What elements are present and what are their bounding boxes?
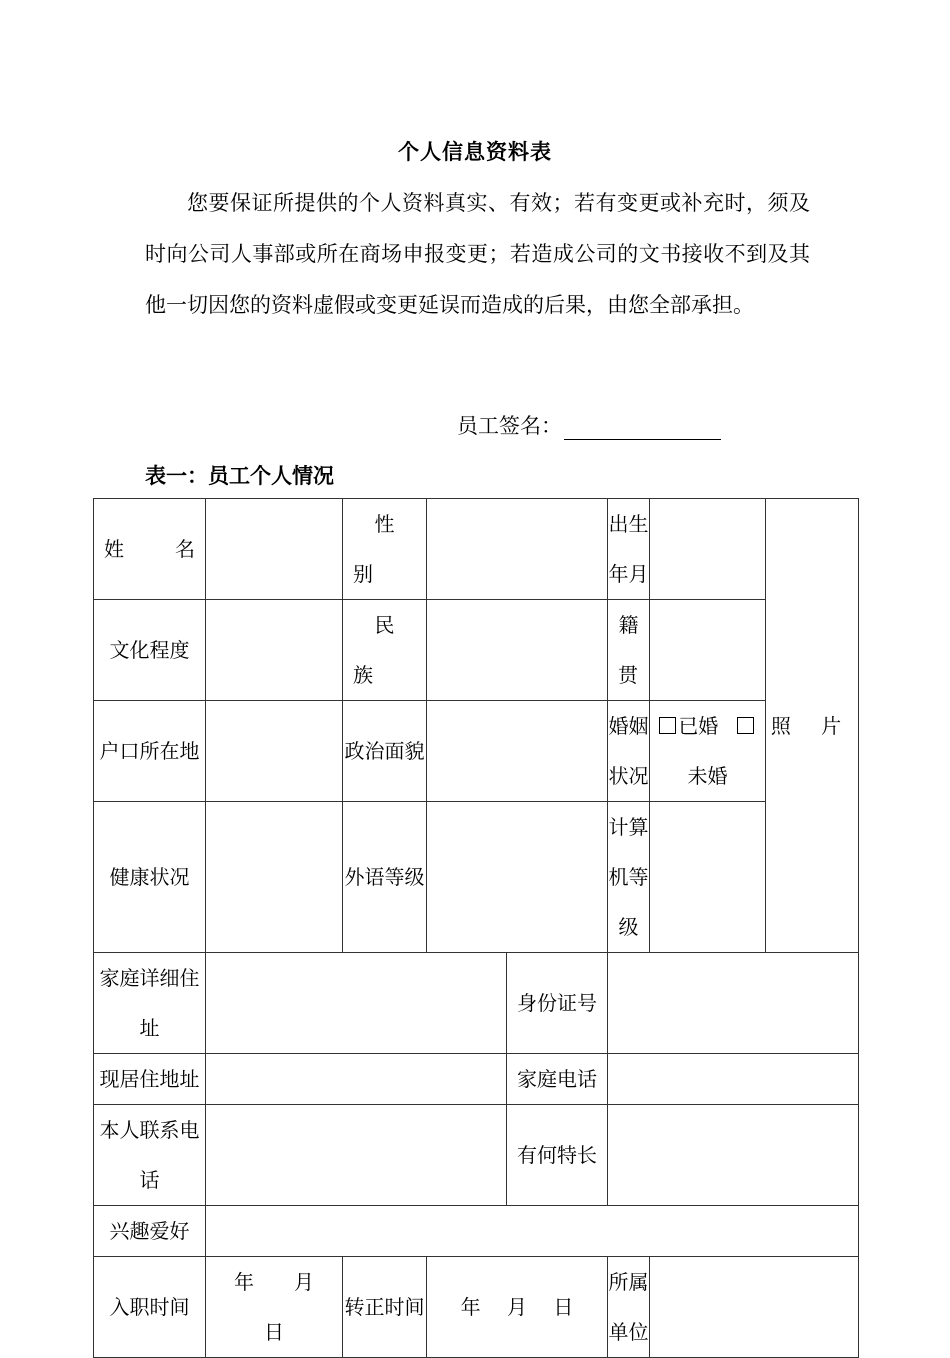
id-number-input[interactable]	[608, 953, 859, 1054]
gender-input[interactable]	[427, 499, 608, 600]
page-title: 个人信息资料表	[398, 139, 552, 164]
hobbies-input[interactable]	[206, 1206, 859, 1257]
married-label: 已婚	[678, 714, 719, 738]
education-input[interactable]	[206, 600, 343, 701]
native-place-label: 籍 贯	[608, 600, 650, 701]
home-phone-input[interactable]	[608, 1054, 859, 1105]
political-label: 政治面貌	[343, 701, 427, 802]
current-address-input[interactable]	[206, 1054, 507, 1105]
birth-label: 出生年月	[608, 499, 650, 600]
hire-date-label: 入职时间	[94, 1257, 206, 1358]
marital-label: 婚姻状况	[608, 701, 650, 802]
unmarried-label: 未婚	[687, 764, 728, 788]
marital-options	[650, 701, 766, 802]
ethnicity-label: 民 族	[343, 600, 427, 701]
current-address-label: 现居住地址	[94, 1054, 206, 1105]
health-label: 健康状况	[94, 802, 206, 953]
signature-field	[457, 410, 721, 440]
department-label: 所属单位	[608, 1257, 650, 1358]
signature-label: 员工签名：	[457, 414, 562, 438]
education-label: 文化程度	[94, 600, 206, 701]
regular-date-label: 转正时间	[343, 1257, 427, 1358]
hobbies-label: 兴趣爱好	[94, 1206, 206, 1257]
name-label: 姓 名	[94, 499, 206, 600]
notice-paragraph: 您要保证所提供的个人资料真实、有效；若有变更或补充时，须及时向公司人事部或所在商场申报变更；若造成公司的文书接收不到及其他一切因您的资料虚假或变更延误而造成的后果，由您全部承担。	[145, 191, 810, 317]
mobile-label: 本人联系电话	[94, 1105, 206, 1206]
language-input[interactable]	[427, 802, 608, 953]
id-number-label: 身份证号	[507, 953, 608, 1054]
health-input[interactable]	[206, 802, 343, 953]
home-phone-label: 家庭电话	[507, 1054, 608, 1105]
unmarried-checkbox[interactable]	[737, 717, 754, 734]
specialty-label: 有何特长	[507, 1105, 608, 1206]
hire-date-input[interactable]: 年 月 日	[206, 1257, 343, 1358]
signature-line[interactable]	[564, 415, 721, 440]
birth-input[interactable]	[650, 499, 766, 600]
mobile-input[interactable]	[206, 1105, 507, 1206]
name-input[interactable]	[206, 499, 343, 600]
political-input[interactable]	[427, 701, 608, 802]
hukou-input[interactable]	[206, 701, 343, 802]
home-address-label: 家庭详细住址	[94, 953, 206, 1054]
married-checkbox[interactable]	[659, 717, 676, 734]
regular-date-input[interactable]: 年 月 日	[427, 1257, 608, 1358]
language-label: 外语等级	[343, 802, 427, 953]
department-input[interactable]	[650, 1257, 859, 1358]
ethnicity-input[interactable]	[427, 600, 608, 701]
gender-label: 性 别	[343, 499, 427, 600]
employee-info-table	[93, 498, 859, 1358]
home-address-input[interactable]	[206, 953, 507, 1054]
computer-label: 计算机等级	[608, 802, 650, 953]
photo-box[interactable]: 照 片	[766, 499, 859, 953]
hukou-label: 户口所在地	[94, 701, 206, 802]
specialty-input[interactable]	[608, 1105, 859, 1206]
section-title: 表一：员工个人情况	[145, 463, 334, 488]
computer-input[interactable]	[650, 802, 766, 953]
